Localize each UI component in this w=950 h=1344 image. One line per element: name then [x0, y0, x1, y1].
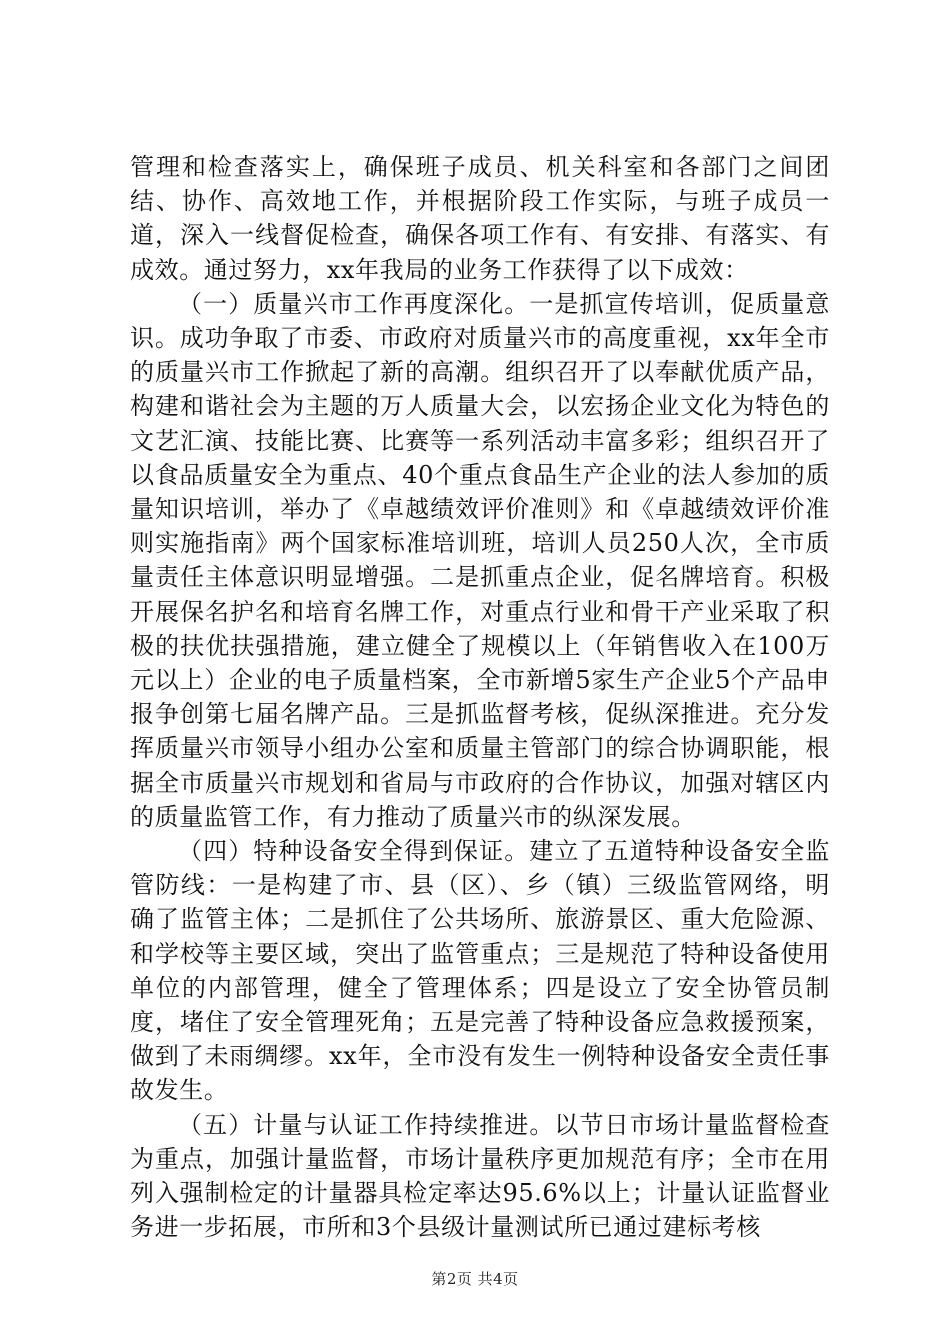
paragraph-section-5: （五）计量与认证工作持续推进。以节日市场计量监督检查为重点，加强计量监督，市场计量秩序更加规范有序；全市在用列入强制检定的计量器具检定率达95.6%以上；计量认证监督业务进一步拓展，市所和3个县级计量测试所已通过建标考核 — [130, 1110, 830, 1242]
paragraph-section-4: （四）特种设备安全得到保证。建立了五道特种设备安全监管防线：一是构建了市、县（区）、乡（镇）三级监管网络，明确了监管主体；二是抓住了公共场所、旅游景区、重大危险源、和学校等主要区域，突出了监管重点；三是规范了特种设备使用单位的内部管理，健全了管理体系；四是设立了安全协管员制度，堵住了安全管理死角；五是完善了特种设备应急救援预案，做到了未雨绸缪。xx年，全市没有发生一例特种设备安全责任事故发生。 — [130, 837, 830, 1105]
paragraph-continued: 管理和检查落实上，确保班子成员、机关科室和各部门之间团结、协作、高效地工作，并根据阶段工作实际，与班子成员一道，深入一线督促检查，确保各项工作有、有安排、有落实、有成效。通过努力，xx年我局的业务工作获得了以下成效： — [130, 153, 830, 284]
document-body — [130, 150, 830, 1245]
page-number-footer: 第2页 共4页 — [431, 1270, 519, 1288]
paragraph-section-1: （一）质量兴市工作再度深化。一是抓宣传培训，促质量意识。成功争取了市委、市政府对质量兴市的高度重视，xx年全市的质量兴市工作掀起了新的高潮。组织召开了以奉献优质产品，构建和谐社会为主题的万人质量大会，以宏扬企业文化为特色的文艺汇演、技能比赛、比赛等一系列活动丰富多彩；组织召开了以食品质量安全为重点、40个重点食品生产企业的法人参加的质量知识培训，举办了《卓越绩效评价准则》和《卓越绩效评价准则实施指南》两个国家标准培训班，培训人员250人次，全市质量责任主体意识明显增强。二是抓重点企业，促名牌培育。积极开展保名护名和培育名牌工作，对重点行业和骨干产业采取了积极的扶优扶强措施，建立健全了规模以上（年销售收入在100万元以上）企业的电子质量档案，全市新增5家生产企业5个产品申报争创第七届名牌产品。三是抓监督考核，促纵深推进。充分发挥质量兴市领导小组办公室和质量主管部门的综合协调职能，根据全市质量兴市规划和省局与市政府的合作协议，加强对辖区内的质量监管工作，有力推动了质量兴市的纵深发展。 — [130, 289, 830, 831]
